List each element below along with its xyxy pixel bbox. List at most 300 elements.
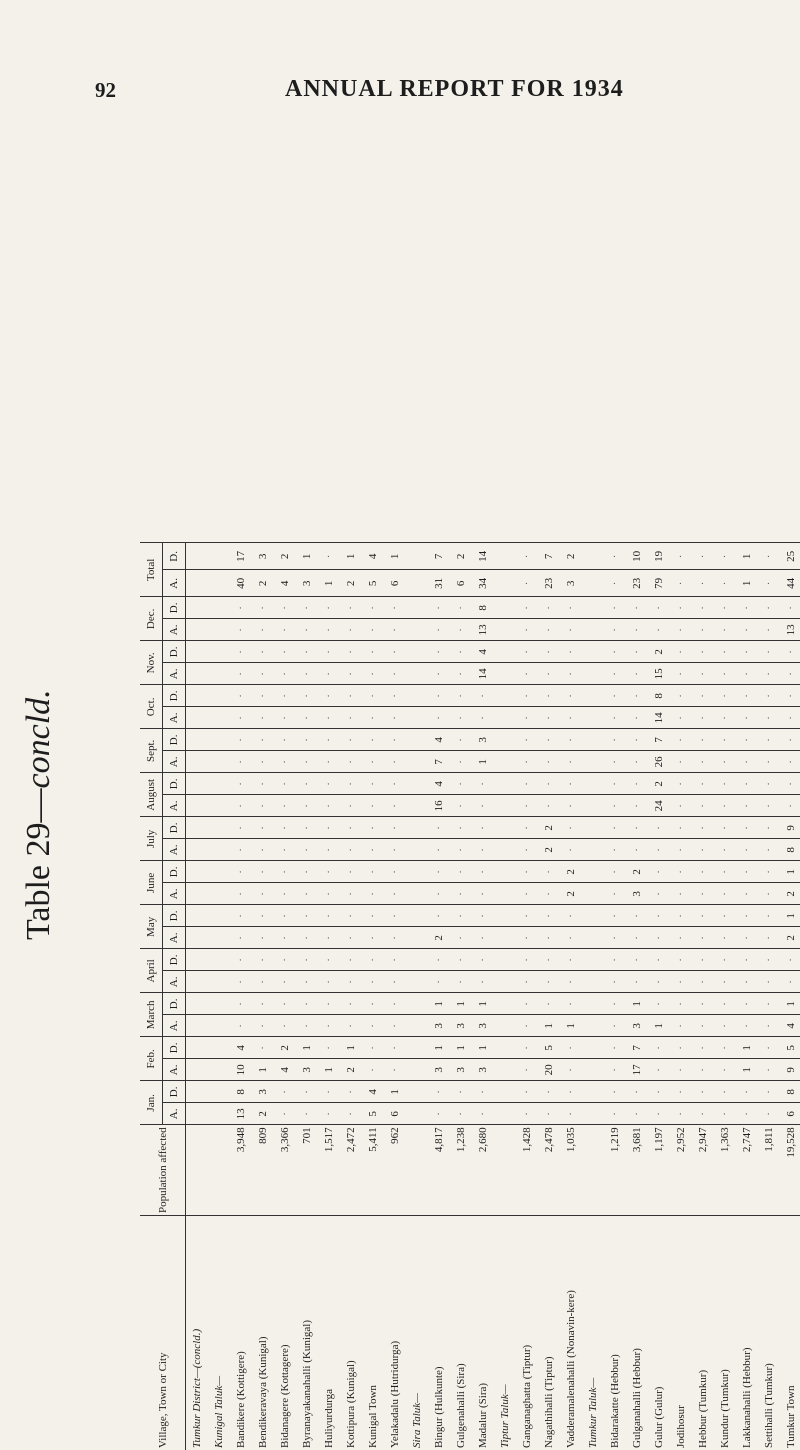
month-cell: · — [604, 861, 626, 883]
month-cell: · — [648, 1037, 670, 1059]
month-cell: · — [230, 707, 252, 729]
month-cell: · — [714, 839, 736, 861]
month-cell — [406, 861, 428, 883]
month-cell: · — [560, 1103, 582, 1125]
month-cell: 2 — [560, 861, 582, 883]
month-cell — [208, 1037, 230, 1059]
total-cell: · — [714, 543, 736, 570]
month-cell: · — [692, 729, 714, 751]
month-cell: · — [274, 773, 296, 795]
month-cell: · — [648, 1081, 670, 1103]
month-cell: · — [230, 729, 252, 751]
population-cell: 1,219 — [604, 1125, 626, 1216]
month-cell: · — [780, 795, 800, 817]
month-cell: · — [296, 861, 318, 883]
month-cell: · — [252, 971, 274, 993]
table-caption-suffix: concld. — [20, 689, 57, 789]
month-cell: · — [758, 641, 780, 663]
month-cell: · — [450, 905, 472, 927]
village-name: Nagathihalli (Tiptur) — [538, 1216, 560, 1450]
month-cell: · — [670, 905, 692, 927]
month-cell: · — [516, 1037, 538, 1059]
month-cell: · — [692, 993, 714, 1015]
header-attacks: A. — [163, 927, 186, 949]
month-cell: · — [516, 1059, 538, 1081]
month-cell: 1 — [252, 1059, 274, 1081]
month-cell: 1 — [384, 1081, 406, 1103]
month-cell: · — [362, 817, 384, 839]
month-cell — [582, 795, 604, 817]
month-cell: 3 — [428, 1015, 450, 1037]
header-attacks: A. — [163, 619, 186, 641]
population-cell: 809 — [252, 1125, 274, 1216]
month-cell: · — [230, 971, 252, 993]
month-cell: · — [516, 795, 538, 817]
month-cell: · — [516, 1081, 538, 1103]
month-cell: · — [340, 773, 362, 795]
month-cell — [186, 663, 209, 685]
month-cell: · — [450, 751, 472, 773]
population-cell: 3,948 — [230, 1125, 252, 1216]
month-cell: · — [384, 685, 406, 707]
month-cell: · — [560, 641, 582, 663]
month-cell: · — [758, 1103, 780, 1125]
month-cell: · — [318, 619, 340, 641]
month-cell: · — [538, 663, 560, 685]
month-cell: 3 — [450, 1059, 472, 1081]
population-cell: 2,472 — [340, 1125, 362, 1216]
month-cell: · — [318, 1015, 340, 1037]
village-name: Bandikere (Kottigere) — [230, 1216, 252, 1450]
month-cell: · — [714, 883, 736, 905]
total-cell: 31 — [428, 570, 450, 597]
month-cell: · — [560, 1059, 582, 1081]
month-cell: · — [362, 685, 384, 707]
month-cell: 3 — [626, 1015, 648, 1037]
month-cell: · — [626, 685, 648, 707]
month-cell — [208, 817, 230, 839]
month-cell: · — [362, 905, 384, 927]
month-cell: · — [274, 685, 296, 707]
month-cell: · — [670, 1059, 692, 1081]
month-cell: · — [670, 839, 692, 861]
month-cell: · — [758, 619, 780, 641]
month-cell: · — [604, 905, 626, 927]
month-cell: · — [318, 905, 340, 927]
month-cell: · — [780, 971, 800, 993]
month-cell: · — [538, 949, 560, 971]
total-cell: 3 — [296, 570, 318, 597]
month-cell — [186, 751, 209, 773]
month-cell: · — [450, 685, 472, 707]
month-cell: · — [538, 773, 560, 795]
total-cell: 2 — [340, 570, 362, 597]
month-cell: · — [274, 883, 296, 905]
month-cell: · — [274, 641, 296, 663]
month-cell: · — [274, 927, 296, 949]
month-cell: · — [318, 685, 340, 707]
table-row — [450, 543, 472, 1450]
month-cell: · — [274, 795, 296, 817]
total-cell: 23 — [538, 570, 560, 597]
month-cell — [582, 883, 604, 905]
month-cell: 2 — [648, 773, 670, 795]
month-cell: 3 — [252, 1081, 274, 1103]
month-cell: · — [340, 751, 362, 773]
month-cell: · — [780, 663, 800, 685]
month-cell: · — [714, 1081, 736, 1103]
month-cell: · — [604, 773, 626, 795]
month-cell: · — [274, 597, 296, 619]
month-cell — [582, 817, 604, 839]
month-cell: · — [714, 773, 736, 795]
month-cell: · — [296, 663, 318, 685]
month-cell: · — [736, 751, 758, 773]
month-cell: 2 — [340, 1059, 362, 1081]
month-cell — [208, 1103, 230, 1125]
month-cell: · — [692, 1015, 714, 1037]
month-cell: · — [758, 663, 780, 685]
month-cell: · — [516, 751, 538, 773]
month-cell — [186, 839, 209, 861]
village-name: Huliyurdurga — [318, 1216, 340, 1450]
month-cell: · — [560, 1081, 582, 1103]
population-cell: 1,811 — [758, 1125, 780, 1216]
month-cell: · — [758, 685, 780, 707]
month-cell: · — [714, 971, 736, 993]
month-cell: · — [318, 641, 340, 663]
village-name: Lakkanahalli (Hebbur) — [736, 1216, 758, 1450]
population-cell: 1,238 — [450, 1125, 472, 1216]
month-cell: · — [252, 707, 274, 729]
month-cell: 1 — [340, 1037, 362, 1059]
month-cell: · — [318, 663, 340, 685]
month-cell: · — [516, 619, 538, 641]
month-cell: · — [428, 685, 450, 707]
population-cell — [582, 1125, 604, 1216]
month-cell — [582, 597, 604, 619]
month-cell: · — [340, 685, 362, 707]
table-row — [758, 543, 780, 1450]
month-cell: · — [340, 795, 362, 817]
month-cell: · — [648, 1059, 670, 1081]
month-cell: · — [252, 1037, 274, 1059]
month-cell: · — [692, 641, 714, 663]
month-cell: · — [340, 861, 362, 883]
table-row — [340, 543, 362, 1450]
month-cell: · — [692, 663, 714, 685]
month-cell: · — [274, 751, 296, 773]
month-cell — [582, 1103, 604, 1125]
month-cell — [494, 1059, 516, 1081]
month-cell: 7 — [428, 751, 450, 773]
village-name: Bidanagere (Kottagere) — [274, 1216, 296, 1450]
month-cell: · — [560, 927, 582, 949]
month-cell: · — [560, 949, 582, 971]
month-cell: · — [736, 641, 758, 663]
month-cell: · — [692, 619, 714, 641]
month-cell: · — [670, 773, 692, 795]
month-cell: · — [714, 993, 736, 1015]
month-cell: · — [362, 773, 384, 795]
month-cell: · — [626, 971, 648, 993]
month-cell: · — [692, 971, 714, 993]
month-cell: · — [252, 641, 274, 663]
month-cell: 1 — [428, 993, 450, 1015]
month-cell: · — [736, 927, 758, 949]
total-cell: 10 — [626, 543, 648, 570]
month-cell: · — [318, 993, 340, 1015]
month-cell: · — [604, 1103, 626, 1125]
total-cell: 3 — [252, 543, 274, 570]
total-cell: · — [516, 543, 538, 570]
month-cell: · — [296, 751, 318, 773]
village-name: Vadderamalenahalli (Nonavin-kere) — [560, 1216, 582, 1450]
header-month: Nov. — [140, 641, 163, 685]
population-cell: 2,747 — [736, 1125, 758, 1216]
month-cell: · — [472, 685, 494, 707]
month-cell: · — [450, 817, 472, 839]
month-cell: · — [516, 927, 538, 949]
month-cell: · — [560, 1037, 582, 1059]
month-cell: · — [670, 729, 692, 751]
month-cell — [582, 1015, 604, 1037]
month-cell — [208, 773, 230, 795]
table-row — [626, 543, 648, 1450]
month-cell: · — [692, 1081, 714, 1103]
month-cell — [186, 773, 209, 795]
month-cell — [582, 839, 604, 861]
month-cell — [582, 663, 604, 685]
month-cell: · — [340, 993, 362, 1015]
month-cell: · — [274, 971, 296, 993]
month-cell: · — [538, 1103, 560, 1125]
month-cell — [406, 839, 428, 861]
month-cell: 16 — [428, 795, 450, 817]
month-cell: · — [472, 861, 494, 883]
month-cell: · — [780, 729, 800, 751]
header-month: May — [140, 905, 163, 949]
month-cell: 1 — [296, 1037, 318, 1059]
month-cell: · — [758, 839, 780, 861]
header-attacks: A. — [163, 751, 186, 773]
month-cell: · — [362, 597, 384, 619]
population-cell: 2,478 — [538, 1125, 560, 1216]
month-cell: · — [714, 795, 736, 817]
month-cell: 1 — [780, 861, 800, 883]
month-cell: · — [692, 949, 714, 971]
header-attacks: A. — [163, 1015, 186, 1037]
month-cell: · — [604, 1015, 626, 1037]
month-cell: · — [252, 905, 274, 927]
table-row — [252, 543, 274, 1450]
month-cell — [186, 619, 209, 641]
total-cell: · — [318, 543, 340, 570]
table-row — [648, 543, 670, 1450]
header-deaths: D. — [163, 905, 186, 927]
month-cell: · — [252, 685, 274, 707]
month-cell: · — [604, 1037, 626, 1059]
month-cell: · — [428, 949, 450, 971]
month-cell: · — [670, 1103, 692, 1125]
month-cell: · — [428, 883, 450, 905]
month-cell: · — [340, 1081, 362, 1103]
village-name: Kunigal Town — [362, 1216, 384, 1450]
month-cell: 5 — [538, 1037, 560, 1059]
month-cell: · — [428, 707, 450, 729]
month-cell — [208, 861, 230, 883]
month-cell — [406, 993, 428, 1015]
month-cell: · — [516, 773, 538, 795]
month-cell: · — [296, 1081, 318, 1103]
month-cell: · — [230, 597, 252, 619]
month-cell: 8 — [472, 597, 494, 619]
village-name: Jodihosur — [670, 1216, 692, 1450]
total-cell: · — [758, 570, 780, 597]
month-cell: · — [560, 751, 582, 773]
total-cell — [494, 543, 516, 570]
month-cell: · — [318, 597, 340, 619]
month-cell: · — [340, 1015, 362, 1037]
month-cell — [208, 1059, 230, 1081]
month-cell — [406, 1059, 428, 1081]
month-cell: · — [714, 1037, 736, 1059]
population-cell: 2,947 — [692, 1125, 714, 1216]
page-header — [0, 0, 800, 110]
month-cell: · — [714, 905, 736, 927]
month-cell: · — [714, 641, 736, 663]
table-row — [692, 543, 714, 1450]
month-cell: · — [538, 685, 560, 707]
month-cell: · — [472, 795, 494, 817]
month-cell — [494, 839, 516, 861]
month-cell: · — [296, 597, 318, 619]
month-cell: · — [362, 861, 384, 883]
month-cell: · — [472, 971, 494, 993]
month-cell: · — [384, 883, 406, 905]
month-cell — [582, 1081, 604, 1103]
header-attacks: A. — [163, 663, 186, 685]
month-cell: 3 — [450, 1015, 472, 1037]
month-cell: · — [714, 1015, 736, 1037]
month-cell: · — [604, 641, 626, 663]
month-cell: · — [758, 773, 780, 795]
month-cell — [186, 1015, 209, 1037]
month-cell: · — [384, 1015, 406, 1037]
header-month: August — [140, 773, 163, 817]
month-cell: · — [384, 949, 406, 971]
month-cell: · — [274, 707, 296, 729]
month-cell: · — [230, 993, 252, 1015]
month-cell: · — [450, 641, 472, 663]
header-deaths: D. — [163, 729, 186, 751]
month-cell: · — [428, 641, 450, 663]
total-cell: 3 — [560, 570, 582, 597]
month-cell: · — [274, 861, 296, 883]
table-row — [362, 543, 384, 1450]
month-cell: · — [384, 773, 406, 795]
month-cell: · — [252, 839, 274, 861]
month-cell: 2 — [648, 641, 670, 663]
month-cell: · — [736, 839, 758, 861]
month-cell: · — [450, 839, 472, 861]
month-cell: · — [604, 663, 626, 685]
month-cell: · — [428, 971, 450, 993]
month-cell: · — [516, 905, 538, 927]
total-cell: 7 — [428, 543, 450, 570]
village-name: Bidarakatte (Hebbur) — [604, 1216, 626, 1450]
month-cell: · — [362, 619, 384, 641]
month-cell: · — [296, 927, 318, 949]
month-cell: · — [736, 1081, 758, 1103]
month-cell: · — [252, 663, 274, 685]
month-cell: · — [758, 751, 780, 773]
month-cell: 2 — [274, 1037, 296, 1059]
village-name: Gulganahalli (Hebbur) — [626, 1216, 648, 1450]
month-cell: · — [340, 839, 362, 861]
header-month: Jan. — [140, 1081, 163, 1125]
month-cell: · — [714, 1059, 736, 1081]
month-cell: · — [428, 597, 450, 619]
month-cell — [494, 641, 516, 663]
month-cell: · — [296, 619, 318, 641]
total-cell: · — [670, 570, 692, 597]
month-cell: · — [538, 883, 560, 905]
month-cell: · — [472, 905, 494, 927]
month-cell — [406, 905, 428, 927]
month-cell — [406, 927, 428, 949]
month-cell: · — [626, 927, 648, 949]
month-cell: · — [516, 861, 538, 883]
month-cell: 2 — [626, 861, 648, 883]
month-cell: · — [274, 905, 296, 927]
month-cell: · — [670, 751, 692, 773]
month-cell: · — [252, 993, 274, 1015]
month-cell: · — [626, 817, 648, 839]
month-cell: · — [516, 685, 538, 707]
month-cell — [186, 817, 209, 839]
month-cell: · — [604, 949, 626, 971]
running-title: ANNUAL REPORT FOR 1934 — [285, 76, 624, 102]
month-cell: · — [274, 993, 296, 1015]
total-cell — [186, 570, 209, 597]
month-cell: · — [560, 773, 582, 795]
month-cell — [208, 883, 230, 905]
month-cell: · — [318, 1037, 340, 1059]
month-cell: · — [252, 795, 274, 817]
table-subheading-row — [582, 543, 604, 1450]
month-cell: · — [296, 971, 318, 993]
month-cell: · — [560, 795, 582, 817]
month-cell: · — [296, 817, 318, 839]
month-cell — [494, 751, 516, 773]
total-cell: 79 — [648, 570, 670, 597]
village-name: Gulgenahalli (Sira) — [450, 1216, 472, 1450]
population-cell — [494, 1125, 516, 1216]
month-cell: · — [736, 685, 758, 707]
month-cell: · — [340, 949, 362, 971]
header-month: Oct. — [140, 685, 163, 729]
month-cell: · — [670, 641, 692, 663]
header-deaths: D. — [163, 773, 186, 795]
month-cell: · — [758, 1037, 780, 1059]
month-cell: · — [648, 839, 670, 861]
month-cell: · — [472, 1103, 494, 1125]
month-cell: · — [538, 861, 560, 883]
month-cell: · — [472, 883, 494, 905]
month-cell: · — [362, 927, 384, 949]
month-cell: · — [692, 905, 714, 927]
